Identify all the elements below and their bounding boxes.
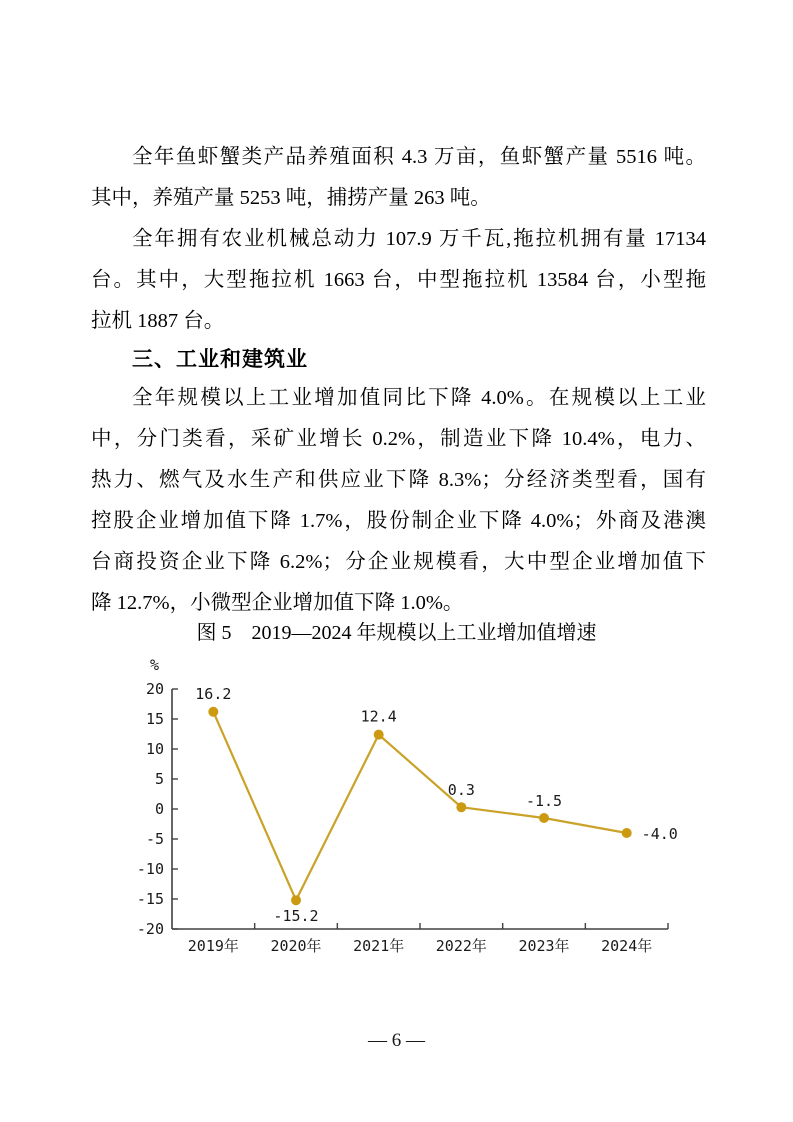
data-label: -15.2 (273, 907, 319, 926)
y-tick-label: -10 (136, 860, 164, 878)
page-number: — 6 — (368, 1030, 425, 1051)
paragraph-industry (91, 378, 706, 624)
figure-caption: 图 5 2019—2024 年规模以上工业增加值增速 (196, 622, 597, 644)
x-tick-label: 2020年 (270, 937, 322, 955)
text-line: 全年规模以上工业增加值同比下降 4.0%。在规模以上工业 (132, 387, 706, 409)
text-line: 台商投资企业下降 6.2%；分企业规模看，大中型企业增加值下 (91, 551, 706, 573)
y-axis-unit: % (150, 656, 160, 674)
body-text (91, 137, 706, 624)
y-tick-label: -5 (145, 830, 164, 848)
y-tick-label: 15 (145, 710, 164, 728)
y-tick-label: 0 (154, 800, 164, 818)
text-line: 全年鱼虾蟹类产品养殖面积 4.3 万亩，鱼虾蟹产量 5516 吨。 (132, 146, 706, 168)
text-line: 台。其中，大型拖拉机 1663 台，中型拖拉机 13584 台，小型拖 (91, 269, 706, 291)
x-tick-label: 2024年 (601, 937, 653, 955)
data-label: 0.3 (447, 781, 475, 800)
series-line (213, 712, 626, 900)
y-tick-label: 5 (154, 770, 164, 788)
line-chart (0, 648, 793, 968)
data-label: 12.4 (360, 707, 397, 726)
data-point (208, 707, 218, 717)
y-tick-label: -20 (136, 920, 164, 938)
text-line: 全年拥有农业机械总动力 107.9 万千瓦,拖拉机拥有量 17134 (132, 228, 706, 250)
paragraph-machinery (91, 219, 706, 342)
data-label: 16.2 (195, 684, 232, 703)
x-tick-label: 2019年 (187, 937, 239, 955)
y-tick-label: 20 (145, 680, 164, 698)
y-tick-label: 10 (145, 740, 164, 758)
paragraph-aquaculture (91, 137, 706, 219)
text-line: 中，分门类看，采矿业增长 0.2%，制造业下降 10.4%，电力、 (91, 428, 706, 450)
section-heading: 三、工业和建筑业 (132, 348, 308, 371)
data-point (456, 802, 466, 812)
data-label: -1.5 (525, 792, 563, 810)
data-point (622, 828, 632, 838)
data-point (374, 730, 384, 740)
text-line: 控股企业增加值下降 1.7%，股份制企业下降 4.0%；外商及港澳 (91, 510, 706, 532)
x-tick-label: 2022年 (435, 937, 487, 955)
x-tick-label: 2023年 (518, 937, 570, 955)
text-line: 其中，养殖产量 5253 吨，捕捞产量 263 吨。 (91, 187, 491, 209)
text-line: 热力、燃气及水生产和供应业下降 8.3%；分经济类型看，国有 (91, 469, 706, 491)
data-point (539, 813, 549, 823)
data-label: -4.0 (641, 825, 678, 843)
text-line: 拉机 1887 台。 (91, 310, 225, 332)
data-point (291, 895, 301, 905)
x-tick-label: 2021年 (353, 937, 405, 955)
y-tick-label: -15 (136, 890, 164, 908)
text-line: 降 12.7%，小微型企业增加值下降 1.0%。 (91, 592, 464, 614)
